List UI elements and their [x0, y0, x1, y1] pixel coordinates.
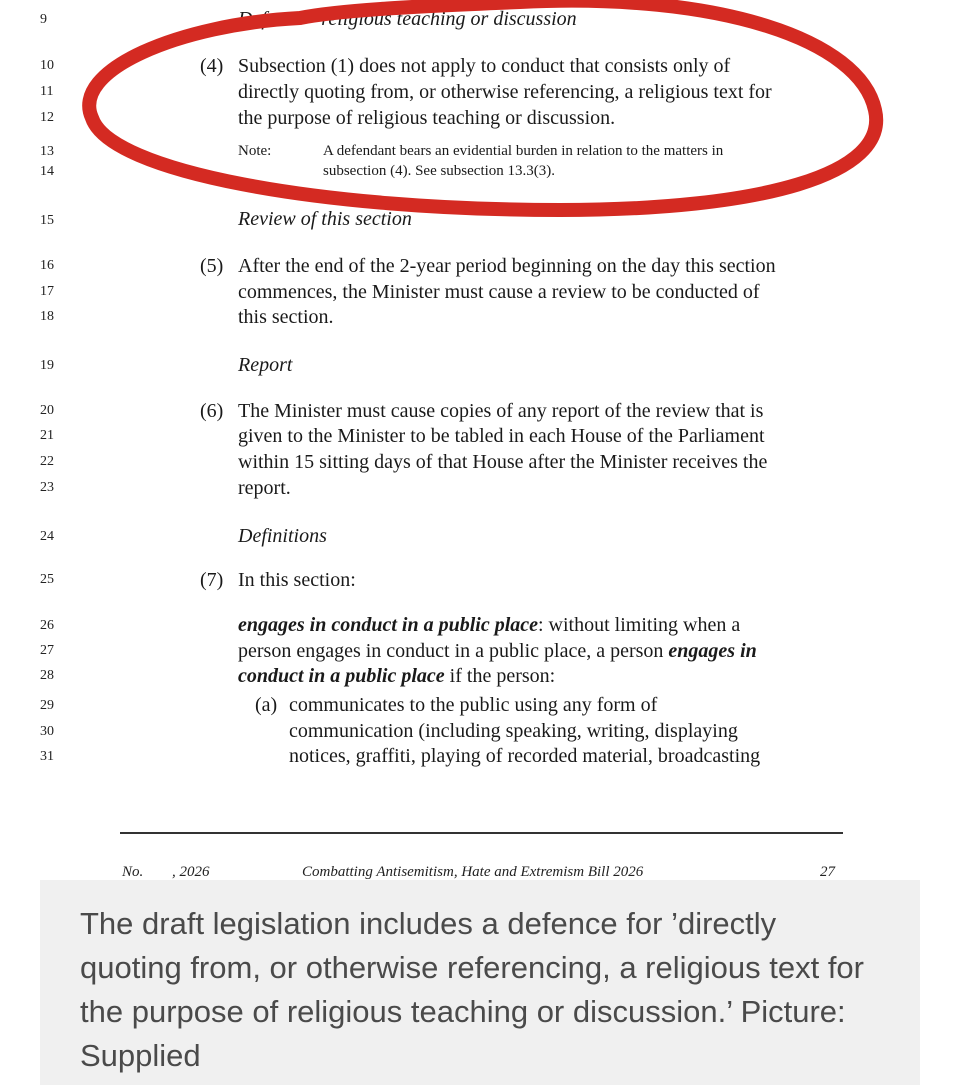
- line-number: 20: [40, 403, 54, 418]
- note-label: Note:: [238, 143, 272, 159]
- paragraph-a-line: communicates to the public using any form of: [289, 694, 658, 716]
- definition-text: if the person:: [444, 665, 556, 687]
- note-line: subsection (4). See subsection 13.3(3).: [323, 163, 556, 179]
- subsection-number-7: (7): [200, 569, 224, 591]
- line-number: 31: [40, 749, 54, 764]
- subsection-5-line: After the end of the 2-year period beginning on the day this section: [238, 255, 776, 277]
- heading-defence: Defence—religious teaching or discussion: [238, 8, 577, 30]
- line-number: 29: [40, 698, 54, 713]
- red-highlight-circle: [0, 0, 960, 260]
- subsection-5-line: commences, the Minister must cause a review to be conducted of: [238, 281, 760, 303]
- subsection-6-line: report.: [238, 477, 291, 499]
- footer-page-number: 27: [820, 864, 835, 880]
- line-number: 17: [40, 284, 54, 299]
- line-number: 11: [40, 84, 54, 99]
- heading-definitions: Definitions: [238, 525, 327, 547]
- subsection-6-line: within 15 sitting days of that House after the Minister receives the: [238, 451, 768, 473]
- paragraph-label-a: (a): [255, 694, 278, 716]
- line-number: 25: [40, 572, 54, 587]
- defined-term: engages in conduct in a public place: [238, 614, 538, 636]
- line-number: 26: [40, 618, 54, 633]
- definition-line: [238, 614, 740, 637]
- line-number: 27: [40, 643, 54, 658]
- subsection-4-line: directly quoting from, or otherwise referencing, a religious text for: [238, 81, 772, 103]
- defined-term: engages in: [668, 640, 757, 662]
- line-number: 30: [40, 724, 54, 739]
- subsection-4-line: the purpose of religious teaching or discussion.: [238, 107, 616, 129]
- definition-line: [238, 665, 555, 688]
- definition-text: person engages in conduct in a public place, a person: [238, 640, 669, 662]
- subsection-7-text: In this section:: [238, 569, 356, 591]
- subsection-number-4: (4): [200, 55, 224, 77]
- subsection-5-line: this section.: [238, 306, 334, 328]
- subsection-number-5: (5): [200, 255, 224, 277]
- definition-text: : without limiting when a: [538, 614, 741, 636]
- subsection-4-line: Subsection (1) does not apply to conduct that consists only of: [238, 55, 731, 77]
- paragraph-a-line: notices, graffiti, playing of recorded material, broadcasting: [289, 745, 761, 767]
- heading-review: Review of this section: [238, 208, 412, 230]
- defined-term: conduct in a public place: [238, 665, 445, 687]
- definition-line: [238, 640, 757, 663]
- subsection-6-line: given to the Minister to be tabled in each House of the Parliament: [238, 425, 765, 447]
- line-number: 15: [40, 213, 54, 228]
- line-number: 28: [40, 668, 54, 683]
- subsection-6-line: The Minister must cause copies of any report of the review that is: [238, 400, 764, 422]
- note-line: A defendant bears an evidential burden in relation to the matters in: [323, 143, 724, 159]
- line-number: 21: [40, 428, 54, 443]
- footer-rule: [120, 832, 843, 834]
- line-number: 18: [40, 309, 54, 324]
- line-number: 22: [40, 454, 54, 469]
- line-number: 23: [40, 480, 54, 495]
- line-number: 24: [40, 529, 54, 544]
- footer-bill-title: Combatting Antisemitism, Hate and Extremism Bill 2026: [302, 864, 644, 880]
- footer-year: , 2026: [172, 864, 210, 880]
- line-number: 14: [40, 164, 54, 179]
- footer-no: No.: [122, 864, 144, 880]
- heading-report: Report: [238, 354, 293, 376]
- image-caption: The draft legislation includes a defence for ’directly quoting from, or otherwise referencing, a religious text for the purpose of religious teaching or discussion.’ Picture: Supplied: [40, 880, 920, 1085]
- line-number: 13: [40, 144, 54, 159]
- line-number: 10: [40, 58, 54, 73]
- line-number: 9: [40, 12, 47, 27]
- line-number: 16: [40, 258, 54, 273]
- subsection-number-6: (6): [200, 400, 224, 422]
- line-number: 12: [40, 110, 54, 125]
- paragraph-a-line: communication (including speaking, writing, displaying: [289, 720, 738, 742]
- line-number: 19: [40, 358, 54, 373]
